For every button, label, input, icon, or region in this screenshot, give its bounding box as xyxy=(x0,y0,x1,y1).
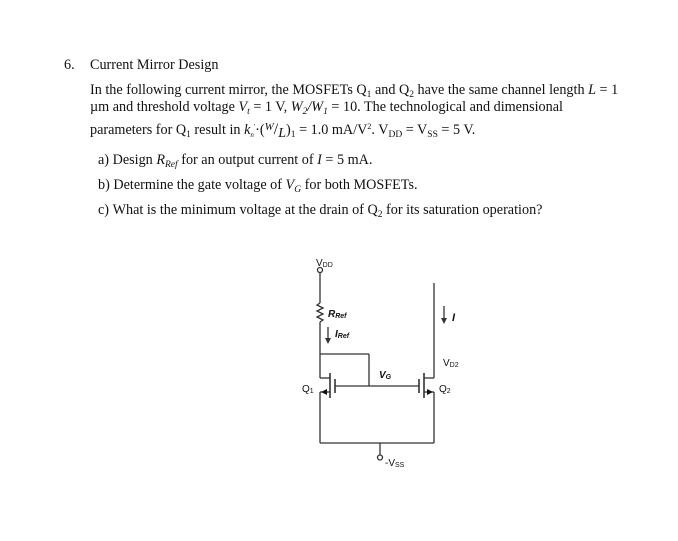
var-W: W xyxy=(264,121,274,133)
subscript: n xyxy=(250,131,254,139)
text: µm and threshold voltage xyxy=(90,99,239,115)
iref-arrow-icon xyxy=(325,338,331,344)
intro-line-3: parameters for $Q_1$ result in $k_n'\cdot(^W/L)_1 = 1.0$ $mA/V^2$. $V_{DD} = V_{SS} = 5$ V. xyxy=(90,121,476,141)
subscript: SS xyxy=(427,130,438,140)
text: Design xyxy=(112,152,157,168)
text: parameters for Q xyxy=(90,122,187,138)
subscript: 1 xyxy=(290,130,296,140)
text: = 5 V. xyxy=(437,122,476,138)
var-L: L xyxy=(278,126,287,141)
text: = V xyxy=(402,122,428,138)
text: In the following current mirror, the MOSFETs Q xyxy=(90,82,367,98)
q2-label: Q2 xyxy=(439,384,451,395)
slash: / xyxy=(307,99,312,115)
rref-label: RRef xyxy=(328,309,347,320)
text: = 1.0 mA/V xyxy=(295,122,368,138)
text: What is the minimum voltage at the drain of Q xyxy=(112,202,378,218)
vg-label: VG xyxy=(379,370,392,381)
text: ) xyxy=(286,122,291,138)
vd2-label: VD2 xyxy=(443,358,459,369)
text: = 5 mA. xyxy=(321,152,373,168)
q1-source-arrow-icon xyxy=(321,389,327,395)
part-label: b) xyxy=(98,177,110,193)
var-L: L xyxy=(588,82,596,98)
var-I: I xyxy=(317,152,322,168)
var-Vt: V xyxy=(238,99,248,115)
text: have the same channel length xyxy=(413,82,589,98)
subscript: Ref xyxy=(165,160,178,170)
text: = 1 V, xyxy=(249,99,291,115)
part-label: c) xyxy=(98,202,110,218)
text: for an output current of xyxy=(177,152,318,168)
var-W1: W xyxy=(311,99,324,115)
part-label: a) xyxy=(98,152,110,168)
text: ·( xyxy=(255,122,265,138)
text: for both MOSFETs. xyxy=(301,177,418,193)
problem-number: 6. xyxy=(64,57,75,73)
text: . V xyxy=(371,122,389,138)
text: Determine the gate voltage of xyxy=(113,177,286,193)
subscript: 1 xyxy=(186,130,191,140)
subscript: G xyxy=(294,185,302,195)
q2-source-arrow-icon xyxy=(427,389,433,395)
resistor-icon xyxy=(317,303,323,322)
var-W2: W xyxy=(290,99,303,115)
prime: ' xyxy=(253,123,256,131)
vdd-label: VDD xyxy=(316,258,333,269)
vss-label: -VSS xyxy=(385,458,405,469)
subscript: t xyxy=(247,107,250,117)
subscript: 2 xyxy=(409,90,414,100)
vss-terminal-icon xyxy=(378,455,383,460)
i-label: I xyxy=(452,312,456,324)
var-k: k xyxy=(244,122,251,138)
text: = 10. The technological and dimensional xyxy=(327,99,563,115)
i-arrow-icon xyxy=(441,318,447,324)
text: = 1 xyxy=(595,82,619,98)
iref-label: IRef xyxy=(335,329,350,340)
var-V: V xyxy=(285,177,295,193)
problem-title: Current Mirror Design xyxy=(90,57,219,73)
var-R: R xyxy=(156,152,165,168)
text: result in xyxy=(190,122,245,138)
subscript: 2 xyxy=(377,210,383,220)
subscript: 1 xyxy=(323,107,328,117)
subscript: 1 xyxy=(366,90,372,100)
subscript: 2 xyxy=(302,107,308,117)
subscript: DD xyxy=(388,130,403,140)
superscript: 2 xyxy=(367,122,372,131)
text: for its saturation operation? xyxy=(382,202,543,218)
q1-label: Q1 xyxy=(302,384,314,395)
text: and Q xyxy=(371,82,410,98)
